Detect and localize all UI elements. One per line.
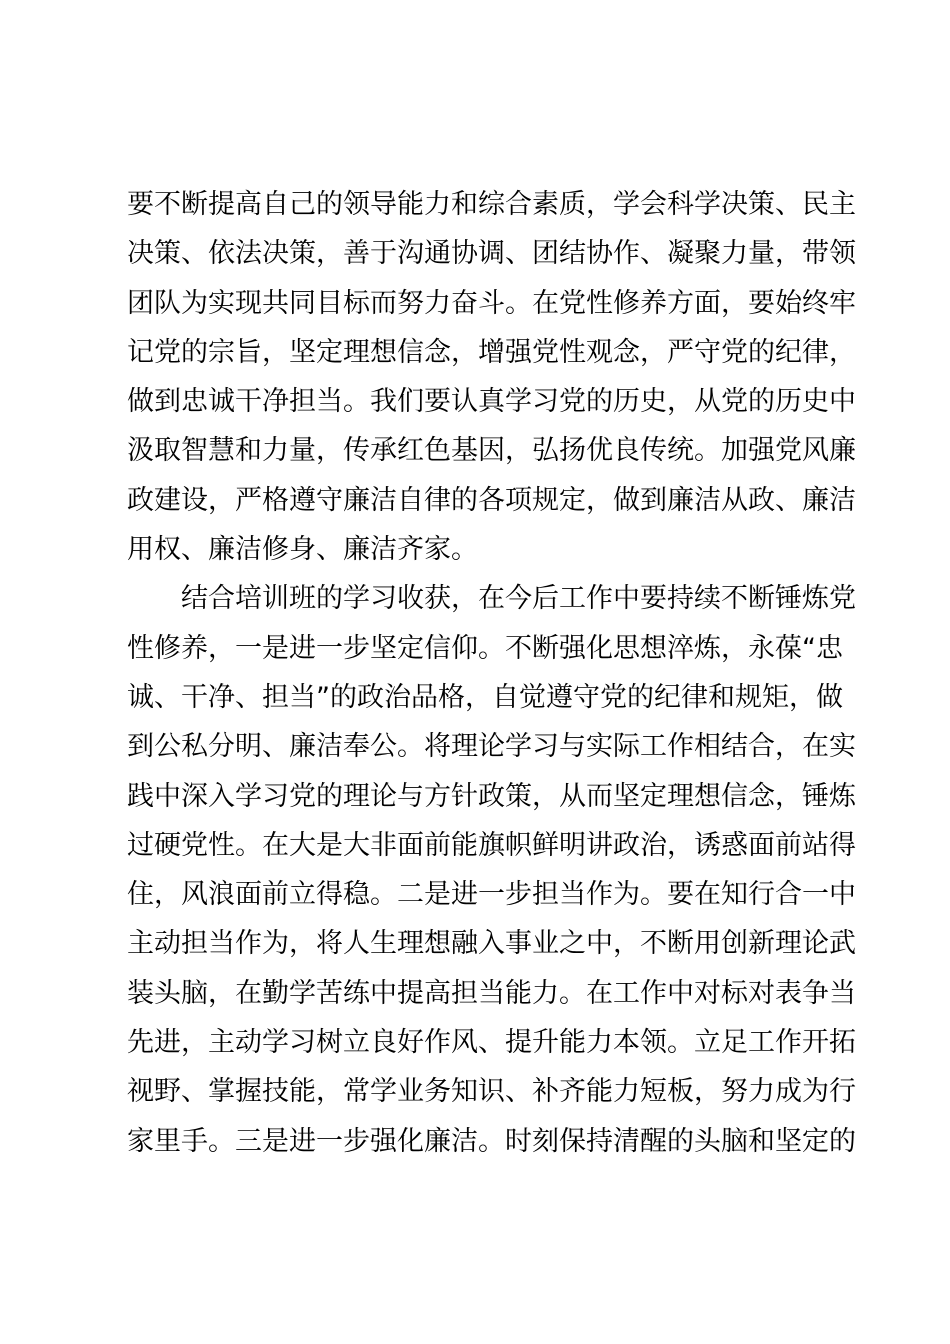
text-line: 记党的宗旨，坚定理想信念，增强党性观念，严守党的纪律， (127, 336, 856, 368)
text-line: 家里手。三是进一步强化廉洁。时刻保持清醒的头脑和坚定的 (127, 1125, 856, 1157)
text-line: 要不断提高自己的领导能力和综合素质，学会科学决策、民主 (127, 189, 856, 220)
text-line: 装头脑，在勤学苦练中提高担当能力。在工作中对标对表争当 (127, 977, 856, 1009)
text-line: 践中深入学习党的理论与方针政策，从而坚定理想信念，锤炼 (127, 780, 856, 812)
text-line: 住，风浪面前立得稳。二是进一步担当作为。要在知行合一中 (127, 879, 856, 911)
text-line: 诚、干净、担当”的政治品格，自觉遵守党的纪律和规矩，做 (127, 681, 843, 713)
text-line: 用权、廉洁修身、廉洁齐家。 (127, 534, 478, 566)
text-line: 团队为实现共同目标而努力奋斗。在党性修养方面，要始终牢 (127, 287, 856, 319)
text-line: 结合培训班的学习收获，在今后工作中要持续不断锤炼党 (127, 583, 856, 615)
text-line: 政建设，严格遵守廉洁自律的各项规定，做到廉洁从政、廉洁 (127, 484, 856, 516)
text-line: 视野、掌握技能，常学业务知识、补齐能力短板，努力成为行 (127, 1076, 856, 1108)
text-line: 汲取智慧和力量，传承红色基因，弘扬优良传统。加强党风廉 (127, 435, 856, 467)
text-line: 决策、依法决策，善于沟通协调、团结协作、凝聚力量，带领 (127, 238, 856, 270)
text-line: 做到忠诚干净担当。我们要认真学习党的历史，从党的历史中 (127, 386, 856, 418)
body-text (127, 180, 856, 1166)
text-line: 到公私分明、廉洁奉公。将理论学习与实际工作相结合，在实 (127, 731, 856, 763)
text-line: 主动担当作为，将人生理想融入事业之中，不断用创新理论武 (127, 928, 856, 960)
text-line: 先进，主动学习树立良好作风、提升能力本领。立足工作开拓 (127, 1027, 856, 1059)
text-line: 性修养，一是进一步坚定信仰。不断强化思想淬炼，永葆“忠 (127, 632, 843, 664)
text-line: 过硬党性。在大是大非面前能旗帜鲜明讲政治，诱惑面前站得 (127, 829, 856, 861)
